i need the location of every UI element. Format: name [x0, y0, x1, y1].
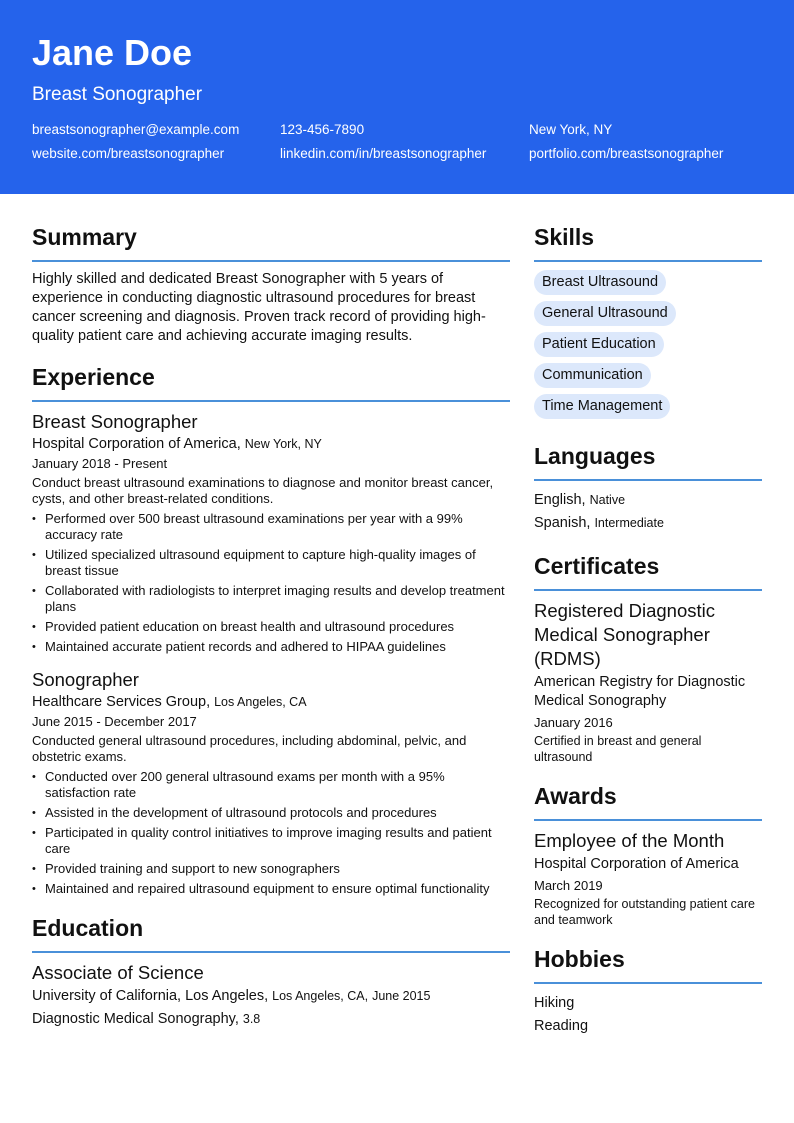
education-field-line	[32, 1008, 510, 1031]
languages-heading: Languages	[534, 441, 762, 481]
language-name: Spanish,	[534, 515, 591, 531]
experience-section	[32, 362, 510, 897]
job-date: June 2015 - December 2017	[32, 714, 197, 729]
education-field: Diagnostic Medical Sonography,	[32, 1011, 239, 1027]
awards-section	[534, 781, 762, 928]
job-bullet: • Participated in quality control initiatives to improve imaging results and patient care	[32, 825, 510, 857]
job-date: January 2018 - Present	[32, 456, 168, 471]
job-entry	[32, 668, 510, 897]
summary-section	[32, 222, 510, 346]
language-level: Intermediate	[594, 516, 664, 530]
award-org: Hospital Corporation of America	[534, 856, 739, 872]
job-title: Sonographer	[32, 669, 139, 690]
job-bullet: • Provided patient education on breast health and ultrasound procedures	[32, 619, 510, 635]
skill-tag: Time Management	[534, 394, 670, 419]
main-column	[32, 222, 510, 1047]
hobbies-heading: Hobbies	[534, 944, 762, 984]
skill-tag: Patient Education	[534, 332, 664, 357]
job-org-line	[32, 692, 510, 712]
language-item	[534, 489, 762, 512]
job-title: Breast Sonographer	[32, 411, 198, 432]
certificate-description: Certified in breast and general ultrasound	[534, 734, 702, 764]
job-bullets	[32, 769, 510, 897]
education-degree: Associate of Science	[32, 962, 204, 983]
education-school: University of California, Los Angeles,	[32, 988, 269, 1004]
side-column	[534, 222, 762, 1054]
certificates-section	[534, 551, 762, 765]
job-bullet: • Maintained accurate patient records and adhered to HIPAA guidelines	[32, 639, 510, 655]
job-bullet: • Provided training and support to new sonographers	[32, 861, 510, 877]
education-section	[32, 913, 510, 1031]
website-link[interactable]: website.com/breastsonographer	[32, 146, 225, 161]
job-bullets	[32, 511, 510, 655]
language-name: English,	[534, 492, 586, 508]
location: New York, NY	[529, 122, 613, 137]
hobby-item: Reading	[534, 1018, 589, 1034]
certificate-title: Registered Diagnostic Medical Sonographer (RDMS)	[534, 600, 715, 669]
job-bullet: • Utilized specialized ultrasound equipment to capture high-quality images of breast tissue	[32, 547, 510, 579]
language-item	[534, 512, 762, 535]
candidate-title: Breast Sonographer	[32, 84, 203, 105]
award-title: Employee of the Month	[534, 830, 725, 851]
experience-heading: Experience	[32, 362, 510, 402]
job-org: Healthcare Services Group,	[32, 694, 211, 710]
skills-section	[534, 222, 762, 425]
skill-tag: General Ultrasound	[534, 301, 676, 326]
job-bullet: • Maintained and repaired ultrasound equipment to ensure optimal functionality	[32, 881, 510, 897]
job-org: Hospital Corporation of America,	[32, 436, 241, 452]
education-gpa: 3.8	[242, 1012, 261, 1026]
certificate-org: American Registry for Diagnostic Medical Sonography	[534, 674, 746, 709]
job-bullet: • Collaborated with radiologists to interpret imaging results and develop treatment plans	[32, 583, 510, 615]
skill-tag: Breast Ultrasound	[534, 270, 666, 295]
job-bullet: • Conducted over 200 general ultrasound exams per month with a 95% satisfaction rate	[32, 769, 510, 801]
summary-text: Highly skilled and dedicated Breast Sonographer with 5 years of experience in conducting diagnostic ultrasound procedures for breast cancer screening and diagnosis. Proven track record of providing high-quality patient care and achieving accurate imaging results.	[32, 271, 486, 344]
education-date: June 2015	[372, 989, 431, 1003]
job-location: New York, NY	[244, 437, 322, 451]
summary-heading: Summary	[32, 222, 510, 262]
hobbies-section	[534, 944, 762, 1038]
skill-tag: Communication	[534, 363, 651, 388]
email-link[interactable]: breastsonographer@example.com	[32, 122, 240, 137]
education-location: Los Angeles, CA,	[272, 989, 369, 1003]
hobby-item: Hiking	[534, 995, 575, 1011]
job-bullet: • Performed over 500 breast ultrasound examinations per year with a 99% accuracy rate	[32, 511, 510, 543]
job-location: Los Angeles, CA	[214, 695, 307, 709]
award-description: Recognized for outstanding patient care and teamwork	[534, 897, 755, 927]
candidate-name: Jane Doe	[32, 32, 193, 73]
resume-header	[0, 0, 794, 194]
education-heading: Education	[32, 913, 510, 953]
certificate-date: January 2016	[534, 715, 613, 730]
job-bullet: • Assisted in the development of ultrasound protocols and procedures	[32, 805, 510, 821]
job-description: Conduct breast ultrasound examinations to diagnose and monitor breast cancer, cysts, and other breast-related conditions.	[32, 475, 494, 506]
awards-heading: Awards	[534, 781, 762, 821]
certificates-heading: Certificates	[534, 551, 762, 591]
job-entry	[32, 410, 510, 655]
portfolio-link[interactable]: portfolio.com/breastsonographer	[529, 146, 724, 161]
linkedin-link[interactable]: linkedin.com/in/breastsonographer	[280, 146, 487, 161]
job-org-line	[32, 434, 510, 454]
job-description: Conducted general ultrasound procedures, including abdominal, pelvic, and obstetric exams.	[32, 733, 467, 764]
languages-section	[534, 441, 762, 535]
skills-heading: Skills	[534, 222, 762, 262]
phone-number: 123-456-7890	[280, 122, 365, 137]
language-level: Native	[589, 493, 626, 507]
award-date: March 2019	[534, 878, 603, 893]
education-school-line	[32, 985, 510, 1008]
